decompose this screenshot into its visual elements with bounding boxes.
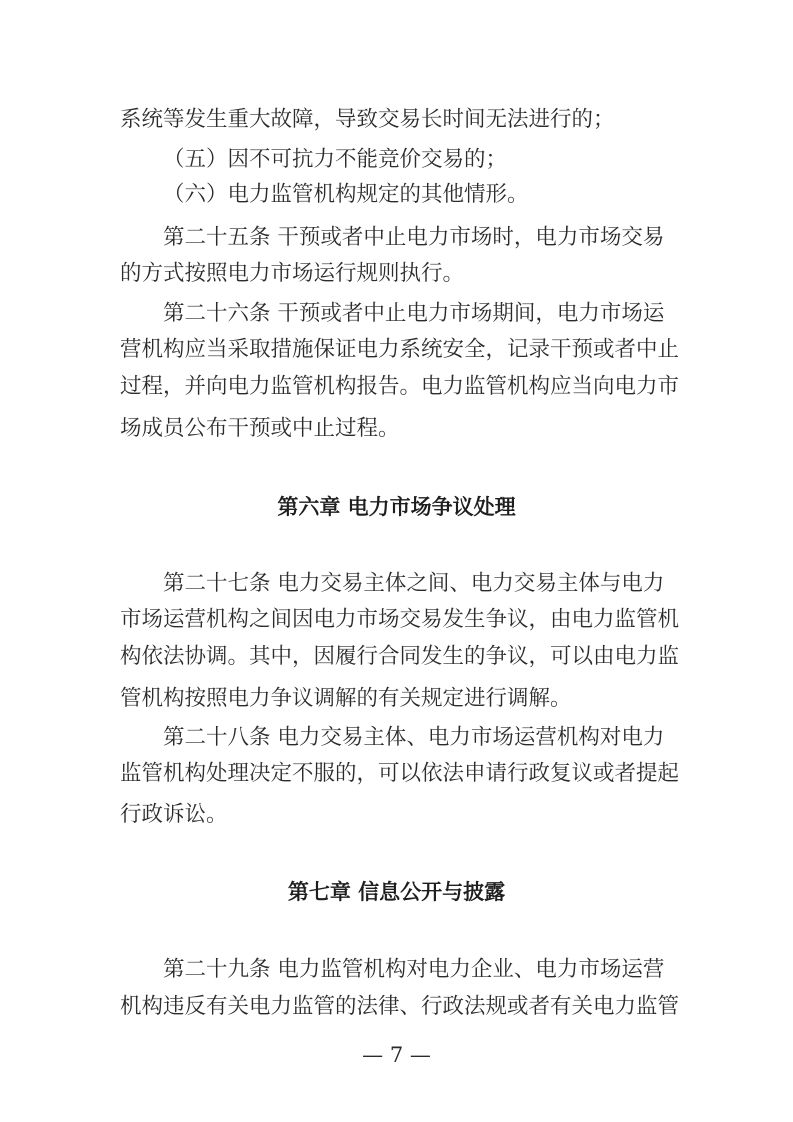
article-26: 第二十六条 干预或者中止电力市场期间，电力市场运 [163, 301, 665, 326]
text-line: 市场运营机构之间因电力市场交易发生争议，由电力监管机 [120, 607, 680, 632]
article-28: 第二十八条 电力交易主体、电力市场运营机构对电力 [163, 725, 665, 750]
article-25: 第二十五条 干预或者中止电力市场时，电力市场交易 [163, 225, 665, 250]
text-line: 的方式按照电力市场运行规则执行。 [120, 261, 465, 286]
text-line: 监管机构处理决定不服的，可以依法申请行政复议或者提起 [120, 761, 680, 786]
article-27: 第二十七条 电力交易主体之间、电力交易主体与电力 [163, 571, 665, 596]
page-number: — 7 — [362, 1043, 431, 1067]
text-line: 系统等发生重大故障，导致交易长时间无法进行的； [120, 107, 615, 132]
text-line: 管机构按照电力争议调解的有关规定进行调解。 [120, 686, 572, 711]
chapter-6-heading: 第六章 电力市场争议处理 [277, 495, 516, 519]
article-29: 第二十九条 电力监管机构对电力企业、电力市场运营 [163, 957, 665, 982]
text-line: 机构违反有关电力监管的法律、行政法规或者有关电力监管 [120, 994, 680, 1019]
chapter-7-heading: 第七章 信息公开与披露 [287, 880, 506, 904]
text-line: （五）因不可抗力不能竞价交易的； [163, 147, 508, 172]
text-line: 构依法协调。其中，因履行合同发生的争议，可以由电力监 [120, 644, 680, 669]
text-line: 营机构应当采取措施保证电力系统安全，记录干预或者中止 [120, 337, 680, 362]
text-line: （六）电力监管机构规定的其他情形。 [163, 182, 529, 207]
text-line: 过程，并向电力监管机构报告。电力监管机构应当向电力市 [120, 374, 680, 399]
text-line: 行政诉讼。 [120, 802, 228, 827]
text-line: 场成员公布干预或中止过程。 [120, 416, 400, 441]
